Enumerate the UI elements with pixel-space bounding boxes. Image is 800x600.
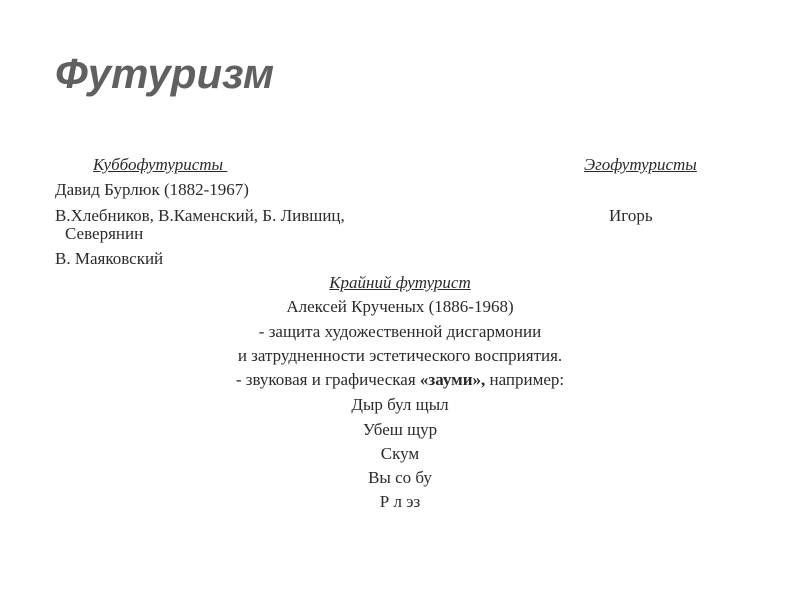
cubofuturists-heading: Куббофутуристы [93, 155, 224, 174]
poem-line: Вы со бу [368, 468, 432, 487]
row-khlebnikov: В.Хлебников, В.Каменский, Б. Лившиц, [55, 206, 345, 225]
row-severyanin: Северянин [65, 224, 144, 243]
perception-line: и затрудненности эстетического восприятия. [237, 346, 563, 365]
kruchenykh-name: Алексей Крученых (1886-1968) [286, 297, 514, 316]
poem-line: Дыр бул щыл [351, 395, 449, 414]
egofuturists-heading: Эгофутуристы [584, 155, 697, 174]
row-igor: Игорь [609, 206, 653, 225]
extreme-futurist-heading-line [0, 273, 800, 293]
zaum-bold: «зауми», [419, 370, 486, 389]
extreme-futurist-heading: Крайний футурист [329, 273, 471, 292]
slide-title: Футуризм [55, 50, 275, 97]
poem-line: Скум [380, 444, 420, 463]
zaum-line [0, 370, 800, 390]
zaum-suffix: например: [485, 370, 565, 389]
zaum-prefix: - звуковая и графическая [235, 370, 420, 389]
poem-line: Убеш щур [362, 420, 438, 439]
row-burliuk: Давид Бурлюк (1882-1967) [55, 180, 249, 199]
left-heading-line [55, 155, 227, 175]
disharmony-line: - защита художественной дисгармонии [258, 322, 542, 341]
poem-line: Р л эз [379, 492, 421, 511]
row-mayakovsky: В. Маяковский [55, 249, 164, 268]
